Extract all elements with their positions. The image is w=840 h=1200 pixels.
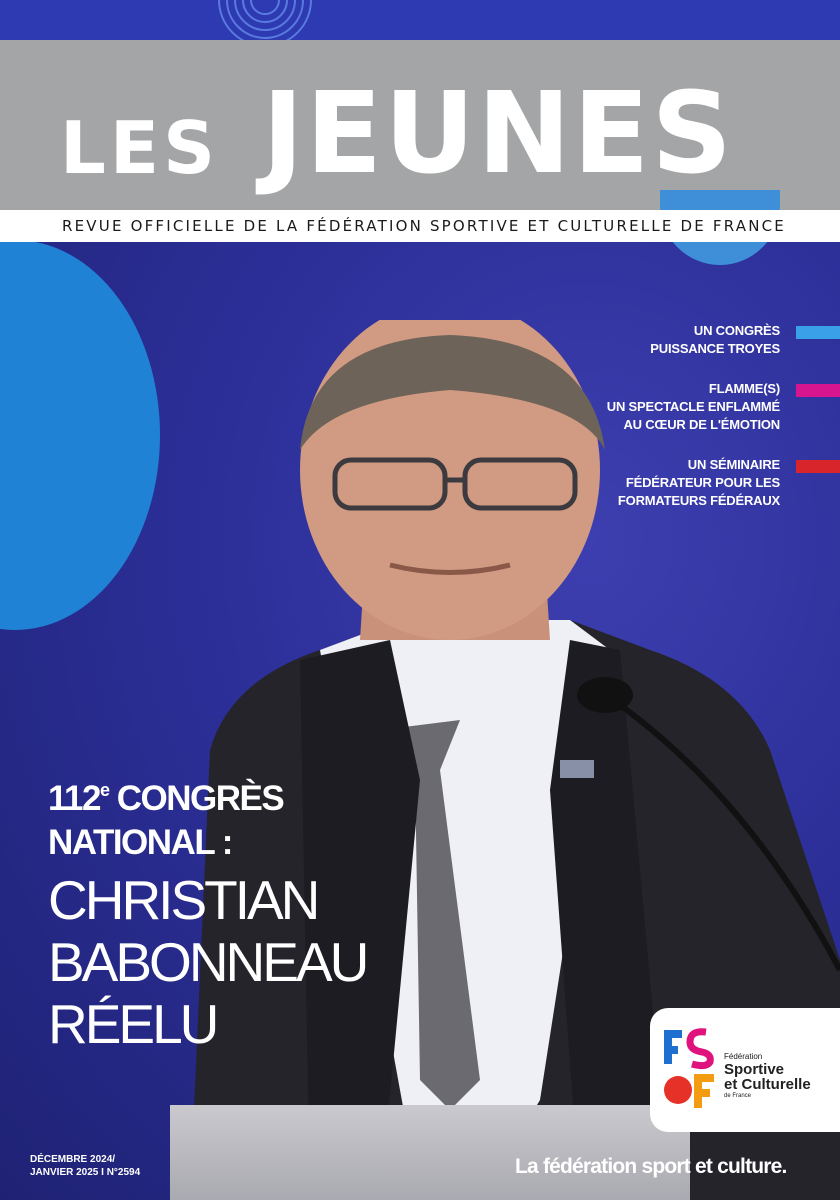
concentric-rings-icon — [210, 0, 320, 40]
subtitle-band — [0, 210, 840, 242]
podium — [170, 1105, 690, 1200]
teaser-text: UN CONGRÈS PUISSANCE TROYES — [650, 323, 780, 356]
cover-headline — [48, 768, 366, 1055]
fscf-logo — [650, 1008, 840, 1132]
fscf-logo-icon — [662, 1026, 720, 1114]
headline-name-line: RÉELU — [48, 993, 217, 1055]
issue-date: DÉCEMBRE 2024/ — [30, 1154, 116, 1165]
title-les: LES — [60, 106, 219, 190]
magazine-subtitle: REVUE OFFICIELLE DE LA FÉDÉRATION SPORTIVE ET CULTURELLE DE FRANCE — [62, 217, 786, 235]
issue-number: JANVIER 2025 I N°2594 — [30, 1167, 141, 1178]
issue-info — [30, 1153, 140, 1179]
teaser-color-bar — [796, 326, 840, 339]
top-band — [0, 0, 840, 40]
teaser-color-bar — [796, 460, 840, 473]
headline-name-line: CHRISTIAN — [48, 869, 318, 931]
congress-number: 112 — [48, 779, 100, 818]
logo-line: et Culturelle — [724, 1076, 811, 1093]
tagline: La fédération sport et culture. — [515, 1155, 787, 1178]
teaser-color-bar — [796, 384, 840, 397]
headline-kicker — [48, 768, 366, 821]
logo-line: Fédération — [724, 1052, 763, 1061]
teaser-item[interactable] — [440, 322, 840, 358]
title-jeunes: JEUNES — [262, 69, 735, 199]
ordinal-suffix: e — [99, 780, 109, 800]
teaser-list — [440, 322, 840, 532]
headline-congres: CONGRÈS — [108, 779, 284, 818]
logo-line: Sportive — [724, 1061, 785, 1078]
decorative-circle — [0, 240, 160, 630]
headline-name-line: BABONNEAU — [48, 931, 367, 993]
teaser-text: FLAMME(S) UN SPECTACLE ENFLAMMÉ AU CŒUR DE L'ÉMOTION — [606, 381, 780, 432]
teaser-text: UN SÉMINAIRE FÉDÉRATEUR POUR LES FORMATEURS FÉDÉRAUX — [617, 457, 780, 508]
logo-line: de France — [724, 1093, 752, 1099]
teaser-item[interactable] — [440, 380, 840, 434]
teaser-item[interactable] — [440, 456, 840, 510]
magazine-title — [0, 69, 840, 199]
logo-text — [724, 1052, 811, 1100]
headline-name — [48, 869, 366, 1055]
headline-national: NATIONAL : — [48, 823, 232, 862]
